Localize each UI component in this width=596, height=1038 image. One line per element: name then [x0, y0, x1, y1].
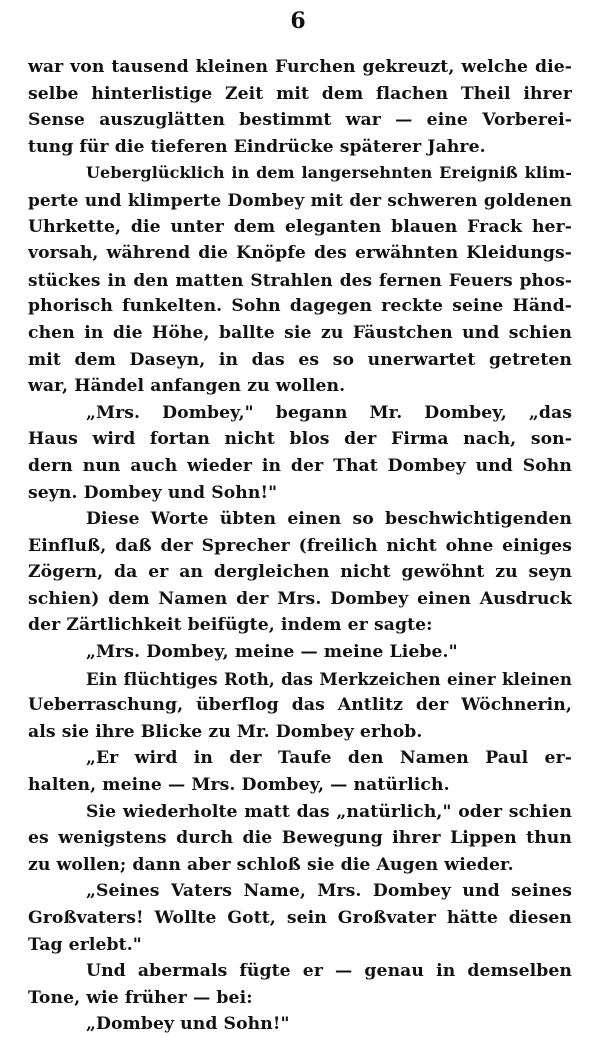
text-line: selbe hinterlistige Zeit mit dem flachen Theil ihrer	[28, 83, 572, 104]
text-line: Tone, wie früher — bei:	[28, 987, 253, 1008]
text-line: Uhrkette, die unter dem eleganten blauen Frack her-	[28, 216, 572, 237]
text-line: Einfluß, daß der Sprecher (freilich nicht ohne einiges	[28, 535, 572, 556]
text-line: Ueberglücklich in dem langersehnten Ereigniß klim-	[86, 163, 572, 183]
text-line: „Seines Vaters Name, Mrs. Dombey und seines	[86, 881, 572, 902]
page-number: 6	[290, 8, 306, 34]
text-line: Ein flüchtiges Roth, das Merkzeichen einer kleinen	[86, 668, 572, 689]
text-line: der Zärtlichkeit beifügte, indem er sagte:	[28, 615, 433, 636]
text-line: stückes in den matten Strahlen des fernen Feuers phos-	[28, 269, 572, 290]
text-line: Diese Worte übten einen so beschwichtigenden	[86, 509, 572, 530]
text-line: Tag erlebt."	[28, 934, 142, 955]
text-line: „Er wird in der Taufe den Namen Paul er-	[86, 748, 572, 769]
text-line: seyn. Dombey und Sohn!"	[28, 482, 278, 503]
text-line: Großvaters! Wollte Gott, sein Großvater hätte diesen	[28, 908, 572, 928]
text-line: mit dem Daseyn, in das es so unerwartet getreten	[28, 349, 572, 370]
text-line: „Mrs. Dombey, meine — meine Liebe."	[86, 642, 458, 663]
text-line: „Mrs. Dombey," begann Mr. Dombey, „das	[86, 402, 572, 423]
text-line: vorsah, während die Knöpfe des erwähnten Kleidungs-	[28, 243, 572, 264]
text-line: phorisch funkelten. Sohn dagegen reckte seine Händ-	[28, 296, 572, 317]
text-line: Haus wird fortan nicht blos der Firma nach, son-	[28, 429, 572, 450]
text-line: Und abermals fügte er — genau in demselben	[86, 961, 572, 982]
text-body	[28, 54, 572, 1038]
text-line: halten, meine — Mrs. Dombey, — natürlich.	[28, 775, 450, 796]
text-line: war von tausend kleinen Furchen gekreuzt, welche die-	[28, 57, 572, 77]
text-line: war, Händel anfangen zu wollen.	[28, 376, 346, 397]
text-line: Ueberraschung, überflog das Antlitz der Wöchnerin,	[28, 695, 572, 716]
text-line: als sie ihre Blicke zu Mr. Dombey erhob.	[28, 721, 423, 742]
text-line: Sense auszuglätten bestimmt war — eine Vorberei-	[28, 110, 572, 131]
text-line: tung für die tieferen Eindrücke späterer Jahre.	[28, 136, 486, 157]
text-line: Sie wiederholte matt das „natürlich," oder schien	[86, 801, 572, 822]
text-line: es wenigstens durch die Bewegung ihrer Lippen thun	[28, 828, 572, 849]
text-line: dern nun auch wieder in der That Dombey und Sohn	[28, 455, 572, 476]
text-line: chen in die Höhe, ballte sie zu Fäustchen und schien	[28, 322, 572, 343]
text-line: perte und klimperte Dombey mit der schweren goldenen	[28, 189, 572, 210]
text-line: zu wollen; dann aber schloß sie die Augen wieder.	[28, 854, 514, 875]
text-line: schien) dem Namen der Mrs. Dombey einen Ausdruck	[28, 588, 572, 609]
text-line: Zögern, da er an dergleichen nicht gewöhnt zu seyn	[28, 562, 572, 583]
text-line: „Dombey und Sohn!"	[86, 1014, 290, 1035]
